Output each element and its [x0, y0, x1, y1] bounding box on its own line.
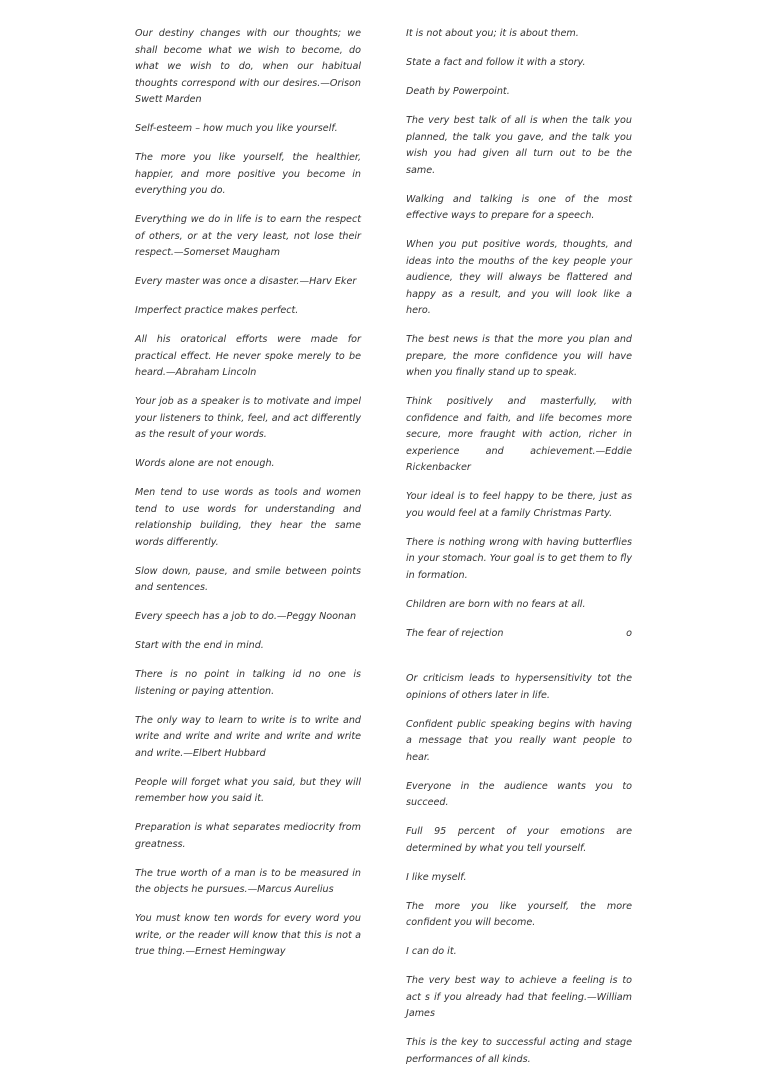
quote: Imperfect practice makes perfect. [135, 305, 299, 316]
split-quote-right: o [626, 627, 632, 639]
split-quote-left: The fear of rejection [406, 627, 504, 639]
quote: Death by Powerpoint. [406, 86, 510, 97]
quote: You must know ten words for every word you write, or the reader will know that this is not a true thing.—Ernest Hemingway [135, 913, 361, 957]
quote: All his oratorical efforts were made for practical effect. He never spoke merely to be heard.—Abraham Lincoln [135, 334, 361, 378]
quote: Children are born with no fears at all. [406, 598, 586, 610]
quote: Everyone in the audience wants you to succeed. [406, 780, 632, 808]
quote: Start with the end in mind. [135, 640, 264, 651]
quote: When you put positive words, thoughts, and ideas into the mouths of the key people your audience, they will always be flattered and happy as a result, and you will look like a hero. [406, 239, 632, 316]
quote: Self-esteem – how much you like yourself. [135, 123, 338, 134]
quote: Everything we do in life is to earn the respect of others, or at the very least, not lose their respect.—Somerset Maugham [135, 214, 361, 258]
quote: Preparation is what separates mediocrity from greatness. [135, 822, 361, 850]
quote: Your job as a speaker is to motivate and impel your listeners to think, feel, and act differently as the result of your words. [135, 396, 361, 440]
quote: Your ideal is to feel happy to be there, just as you would feel at a family Christmas Party. [406, 491, 632, 519]
quote: It is not about you; it is about them. [406, 28, 579, 39]
right-column [406, 26, 632, 1081]
quote: There is no point in talking id no one is listening or paying attention. [135, 669, 361, 697]
quote: Our destiny changes with our thoughts; we shall become what we wish to become, do what we wish to do, when our habitual thoughts correspond with our desires.—Orison Swett Marden [135, 28, 361, 105]
split-quote-line [406, 626, 632, 643]
quote: The very best way to achieve a feeling is to act s if you already had that feeling.—William James [406, 975, 632, 1019]
quote: Slow down, pause, and smile between points and sentences. [135, 565, 361, 593]
quote: The more you like yourself, the more confident you will become. [406, 900, 632, 928]
quote: Confident public speaking begins with having a message that you really want people to hear. [406, 718, 632, 763]
quote: Full 95 percent of your emotions are determined by what you tell yourself. [406, 826, 632, 854]
quote: This is the key to successful acting and stage performances of all kinds. [406, 1037, 632, 1065]
quote: Words alone are not enough. [135, 458, 275, 469]
quote: The very best talk of all is when the talk you planned, the talk you gave, and the talk you wish you had given all turn out to be the same. [406, 115, 632, 176]
quote: The best news is that the more you plan and prepare, the more confidence you will have when you finally stand up to speak. [406, 334, 632, 378]
quote: Every speech has a job to do.—Peggy Noonan [135, 611, 357, 622]
quote: There is nothing wrong with having butterflies in your stomach. Your goal is to get them to fly in formation. [406, 536, 632, 581]
quote: Or criticism leads to hypersensitivity tot the opinions of others later in life. [406, 673, 632, 701]
quote: The true worth of a man is to be measured in the objects he pursues.—Marcus Aurelius [135, 867, 361, 895]
quote: I like myself. [406, 871, 467, 883]
quote: Every master was once a disaster.—Harv Eker [135, 276, 357, 287]
quote: Think positively and masterfully, with confidence and faith, and life becomes more secure, more fraught with action, richer in experience and achievement.—Eddie Rickenbacker [406, 396, 632, 473]
quote: Men tend to use words as tools and women tend to use words for understanding and relationship building, they hear the same words differently. [135, 487, 361, 548]
quote: I can do it. [406, 946, 457, 957]
quote: Walking and talking is one of the most effective ways to prepare for a speech. [406, 193, 632, 221]
quote: People will forget what you said, but they will remember how you said it. [135, 776, 361, 804]
quote: State a fact and follow it with a story. [406, 57, 586, 68]
quote: The only way to learn to write is to write and write and write and write and write and write and write.—Elbert Hubbard [135, 714, 361, 759]
left-column [135, 26, 361, 973]
quote: The more you like yourself, the healthier, happier, and more positive you become in everything you do. [135, 152, 361, 196]
